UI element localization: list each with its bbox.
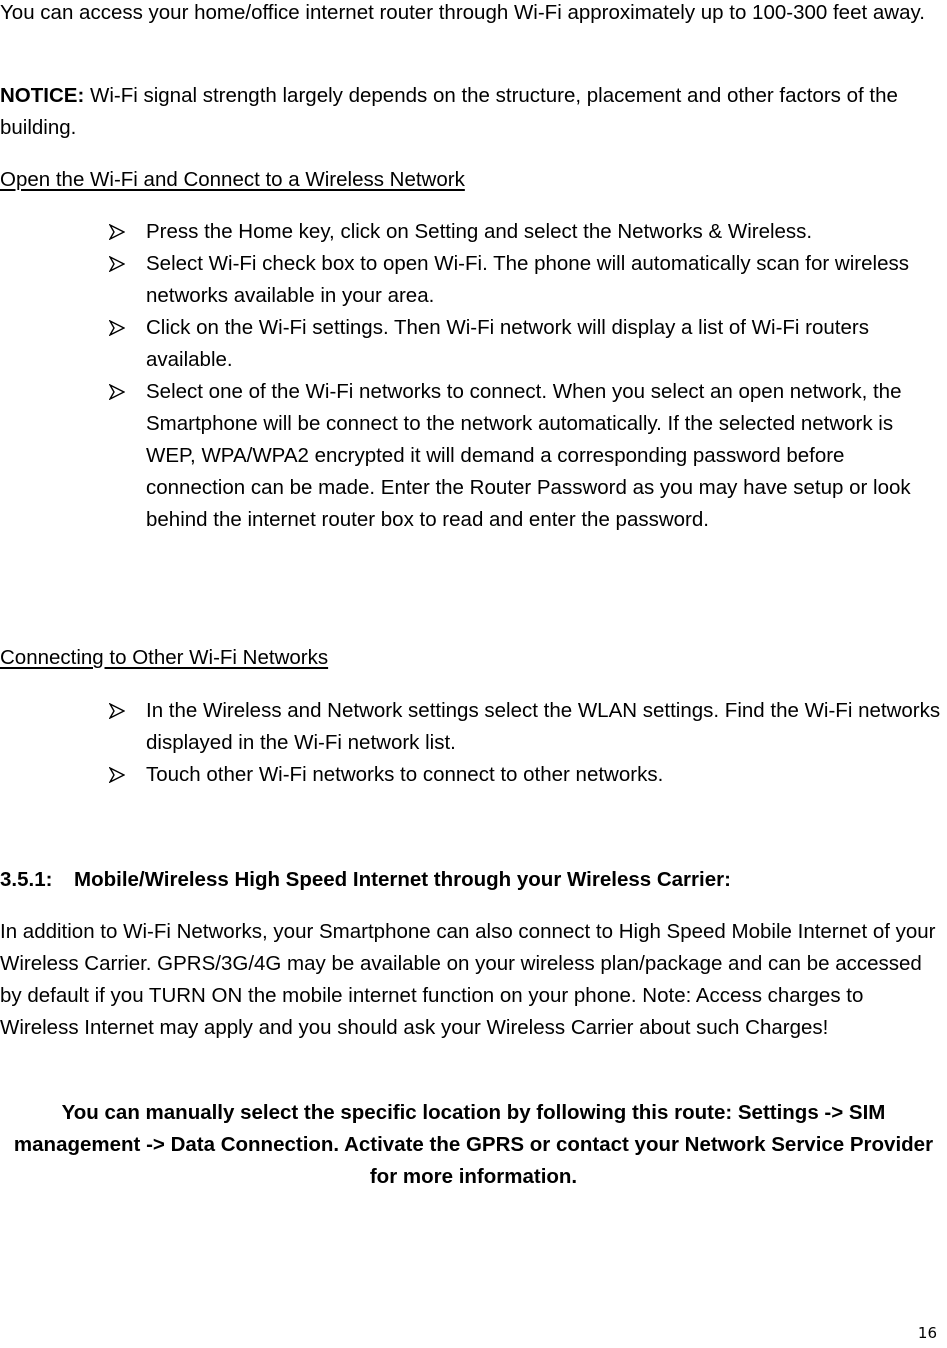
other-networks-heading: Connecting to Other Wi-Fi Networks: [0, 646, 329, 669]
arrowhead-bullet-icon: [109, 767, 125, 783]
list-item: [0, 312, 947, 376]
list-item: [0, 216, 947, 248]
wifi-range-paragraph: You can access your home/office internet router through Wi-Fi approximately up to 100-300 feet away.: [0, 1, 925, 24]
arrowhead-bullet-icon: [109, 224, 125, 240]
list-item: [0, 695, 947, 759]
other-networks-steps: [0, 695, 947, 791]
section-3-5-1-title: [0, 864, 731, 896]
section-number: 3.5.1:: [0, 868, 53, 891]
arrowhead-bullet-icon: [109, 384, 125, 400]
page-number: 16: [917, 1324, 937, 1342]
open-wifi-heading: Open the Wi-Fi and Connect to a Wireless Network: [0, 168, 465, 191]
notice-paragraph: [0, 80, 940, 144]
section-title-text: Mobile/Wireless High Speed Internet through your Wireless Carrier:: [74, 868, 731, 891]
route-note: You can manually select the specific location by following this route: Settings -> SIM management -> Data Connection. Activate the GPRS or contact your Network Service Provider for more information.: [13, 1101, 934, 1188]
arrowhead-bullet-icon: [109, 703, 125, 719]
open-wifi-steps: [0, 216, 947, 536]
mobile-internet-paragraph: In addition to Wi-Fi Networks, your Smartphone can also connect to High Speed Mobile Internet of your Wireless Carrier. GPRS/3G/4G may be available on your wireless plan/package and can be accessed by default if you TURN ON the mobile internet function on your phone. Note: Access charges to Wireless Internet may apply and you should ask your Wireless Carrier about such Charges!: [0, 920, 936, 1039]
list-item: [0, 376, 947, 536]
open-wifi-step-1: Press the Home key, click on Setting and select the Networks & Wireless.: [146, 220, 813, 243]
other-networks-step-1: In the Wireless and Network settings select the WLAN settings. Find the Wi-Fi networks displayed in the Wi-Fi network list.: [146, 699, 941, 754]
notice-text: Wi-Fi signal strength largely depends on the structure, placement and other factors of the building.: [0, 84, 898, 139]
open-wifi-step-4: Select one of the Wi-Fi networks to connect. When you select an open network, the Smartphone will be connect to the network automatically. If the selected network is WEP, WPA/WPA2 encrypted it will demand a corresponding password before connection can be made. Enter the Router Password as you may have setup or look behind the internet router box to read and enter the password.: [146, 380, 911, 531]
list-item: [0, 759, 947, 791]
open-wifi-step-2: Select Wi-Fi check box to open Wi-Fi. The phone will automatically scan for wireless networks available in your area.: [146, 252, 909, 307]
arrowhead-bullet-icon: [109, 256, 125, 272]
list-item: [0, 248, 947, 312]
notice-label: NOTICE:: [0, 84, 85, 107]
other-networks-step-2: Touch other Wi-Fi networks to connect to other networks.: [146, 763, 664, 786]
open-wifi-step-3: Click on the Wi-Fi settings. Then Wi-Fi network will display a list of Wi-Fi routers available.: [146, 316, 869, 371]
arrowhead-bullet-icon: [109, 320, 125, 336]
